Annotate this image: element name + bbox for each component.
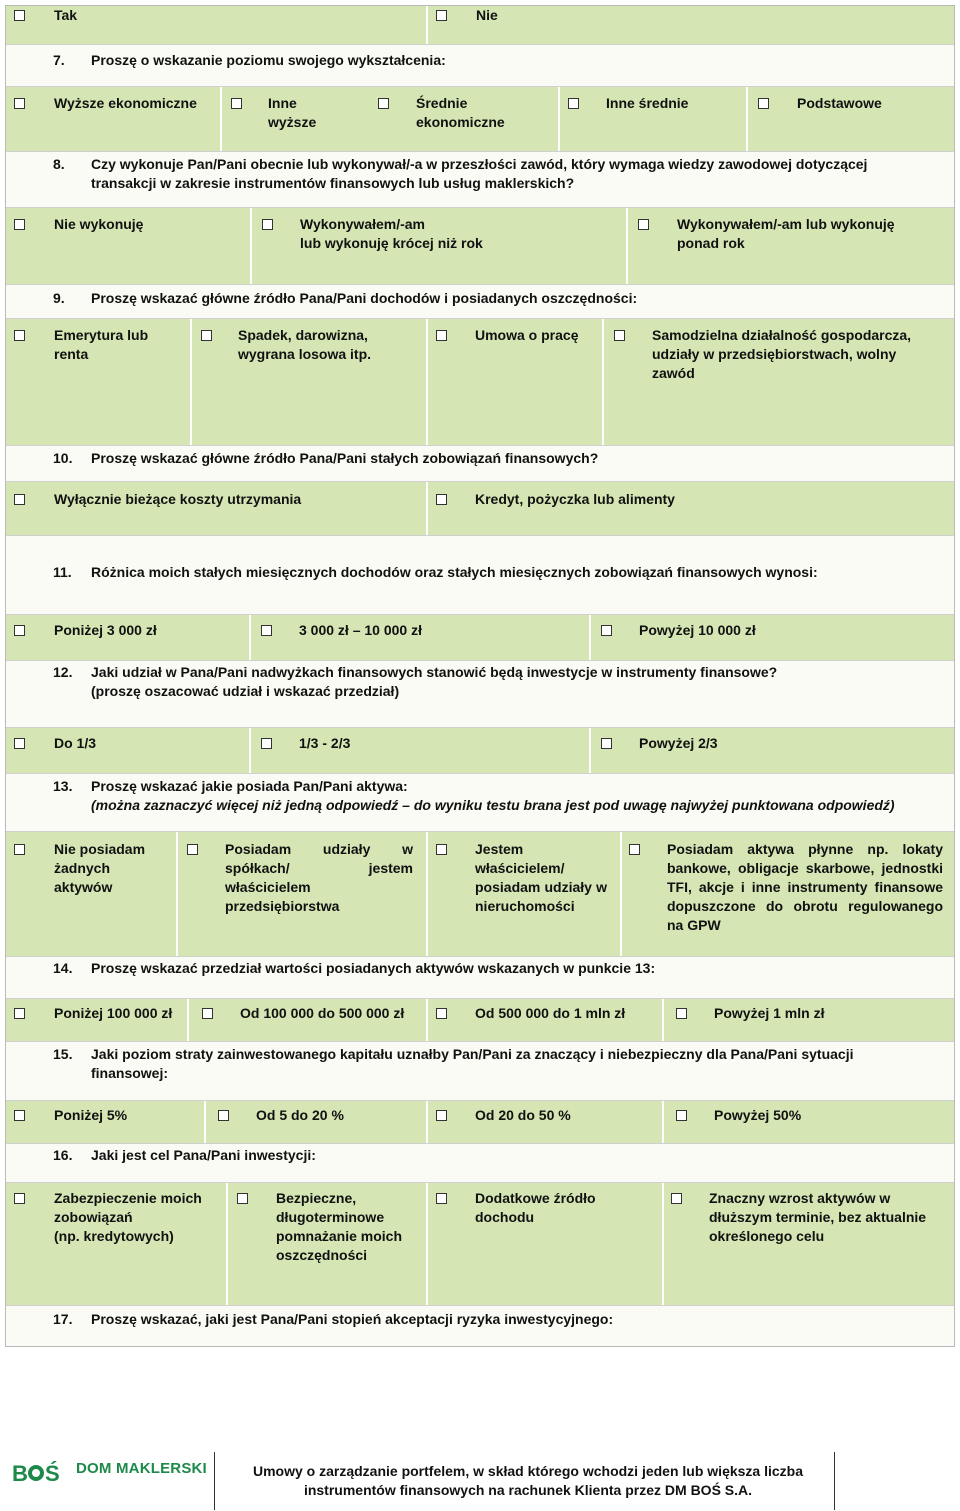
- option-cell: [6, 6, 428, 44]
- option-label: Wykonywałem/-am: [300, 216, 426, 232]
- question-number: 15.: [53, 1046, 73, 1062]
- option-third-to-two-thirds[interactable]: [261, 734, 350, 753]
- option-label: wygrana losowa itp.: [238, 346, 372, 362]
- option-cell: [192, 319, 428, 445]
- option-yes[interactable]: [14, 6, 77, 25]
- option-other-secondary[interactable]: [568, 94, 688, 113]
- option-5-20[interactable]: [218, 1106, 344, 1125]
- answer-row-13: [6, 832, 954, 956]
- option-cell: [228, 1183, 428, 1305]
- option-label: Inne średnie: [606, 95, 689, 111]
- option-significant-growth[interactable]: [671, 1189, 926, 1246]
- question-9: [6, 284, 954, 319]
- checkbox[interactable]: [261, 738, 272, 749]
- option-cell: [189, 999, 428, 1041]
- question-15: [6, 1041, 954, 1101]
- option-cell: [252, 208, 628, 284]
- footer-divider: [834, 1452, 835, 1510]
- option-label: Wyższe ekonomiczne: [54, 95, 197, 111]
- option-label: Wyłącznie bieżące koszty utrzymania: [54, 491, 302, 507]
- option-company-shares[interactable]: [187, 840, 413, 916]
- question-number: 13.: [53, 778, 73, 794]
- svg-text:B: B: [12, 1461, 28, 1486]
- question-14: [6, 956, 954, 999]
- option-cell: [428, 999, 664, 1041]
- option-label: renta: [54, 346, 89, 362]
- question-text-line: Jaki poziom straty zainwestowanego kapitału uznałby Pan/Pani za znaczący i niebezpieczny dla Pana/Pani sytuacji: [91, 1046, 854, 1062]
- option-cell: [664, 1101, 954, 1143]
- option-cell: [6, 615, 251, 660]
- checkbox[interactable]: [14, 625, 25, 636]
- option-no[interactable]: [436, 6, 498, 25]
- answer-row-8: [6, 208, 954, 284]
- option-above-50[interactable]: [676, 1106, 801, 1125]
- question-text: Różnica moich stałych miesięcznych dochodów oraz stałych miesięcznych zobowiązań finansowych wynosi:: [91, 564, 818, 580]
- option-20-50[interactable]: [436, 1106, 571, 1125]
- answer-row-14: [6, 999, 954, 1041]
- bos-logo-icon: [12, 1460, 60, 1486]
- checkbox[interactable]: [14, 98, 25, 109]
- question-text: Proszę wskazać główne źródło Pana/Pani dochodów i posiadanych oszczędności:: [91, 290, 638, 306]
- option-label: Od 100 000 do 500 000 zł: [240, 1005, 405, 1021]
- option-below-3000[interactable]: [14, 621, 157, 640]
- option-above-10000[interactable]: [601, 621, 756, 640]
- option-real-estate[interactable]: [436, 840, 607, 916]
- option-label: 1/3 - 2/3: [299, 735, 351, 751]
- checkbox[interactable]: [14, 494, 25, 505]
- question-text-line: (proszę oszacować udział i wskazać przedział): [91, 683, 400, 699]
- footer-text: [222, 1462, 834, 1500]
- question-text: Proszę wskazać główne źródło Pana/Pani stałych zobowiązań finansowych?: [91, 450, 599, 466]
- option-label: Średnie: [416, 95, 468, 111]
- checkbox[interactable]: [436, 844, 447, 855]
- option-living-costs[interactable]: [14, 490, 301, 509]
- option-label: Do 1/3: [54, 735, 97, 751]
- option-cell: [604, 319, 954, 445]
- option-cell: [428, 319, 604, 445]
- checkbox[interactable]: [638, 219, 649, 230]
- option-label: Poniżej 3 000 zł: [54, 622, 157, 638]
- option-cell: [748, 87, 954, 151]
- answer-row-10: [6, 482, 954, 535]
- option-label: Tak: [54, 7, 78, 23]
- option-above-1m[interactable]: [676, 1004, 824, 1023]
- option-label: Od 500 000 do 1 mln zł: [475, 1005, 626, 1021]
- checkbox[interactable]: [14, 219, 25, 230]
- option-label: Powyżej 1 mln zł: [714, 1005, 825, 1021]
- checkbox[interactable]: [436, 330, 447, 341]
- option-label: lub wykonuję krócej niż rok: [300, 235, 483, 251]
- option-cell: [591, 615, 954, 660]
- checkbox[interactable]: [14, 330, 25, 341]
- option-label: zawód: [652, 365, 695, 381]
- checkbox[interactable]: [568, 98, 579, 109]
- option-employment[interactable]: [436, 326, 578, 345]
- option-no-assets[interactable]: [14, 840, 154, 897]
- option-cell: [428, 1183, 664, 1305]
- question-text-line: Proszę wskazać jakie posiada Pan/Pani aktywa:: [91, 778, 408, 794]
- option-label: Od 5 do 20 %: [256, 1107, 344, 1123]
- question-text-line: Jaki udział w Pana/Pani nadwyżkach finansowych stanowić będą inwestycje w instrumenty finansowe?: [91, 664, 778, 680]
- checkbox[interactable]: [237, 1193, 248, 1204]
- option-cell: [428, 482, 954, 535]
- question-text: [91, 777, 931, 815]
- option-label: Inne wyższe: [268, 95, 317, 130]
- footer-divider: [214, 1452, 215, 1510]
- question-number: 12.: [53, 664, 73, 680]
- option-secondary-economic[interactable]: [378, 94, 505, 132]
- option-label: zobowiązań: [54, 1209, 133, 1225]
- question-11: [6, 535, 954, 615]
- option-label: Poniżej 5%: [54, 1107, 128, 1123]
- question-7: [6, 44, 954, 87]
- option-100k-500k[interactable]: [202, 1004, 404, 1023]
- question-number: 10.: [53, 450, 73, 466]
- checkbox[interactable]: [671, 1193, 682, 1204]
- option-cell: [622, 832, 954, 956]
- option-label: Powyżej 2/3: [639, 735, 718, 751]
- option-cell: [428, 832, 622, 956]
- question-13: [6, 773, 954, 832]
- checkbox[interactable]: [436, 1110, 447, 1121]
- option-label: Nie wykonuję: [54, 216, 144, 232]
- option-cell: [628, 208, 954, 284]
- answer-row-7: [6, 87, 954, 151]
- option-primary[interactable]: [758, 94, 882, 113]
- answer-row-12: [6, 728, 954, 773]
- checkbox[interactable]: [201, 330, 212, 341]
- option-cell: [6, 832, 178, 956]
- question-17: [6, 1305, 954, 1346]
- option-label: dłuższym terminie, bez aktualnie: [709, 1209, 927, 1225]
- question-number: 17.: [53, 1311, 73, 1327]
- option-500k-1m[interactable]: [436, 1004, 625, 1023]
- option-label: Dodatkowe źródło: [475, 1190, 596, 1206]
- option-label: Poniżej 100 000 zł: [54, 1005, 173, 1021]
- checkbox[interactable]: [436, 1193, 447, 1204]
- option-label: Kredyt, pożyczka lub alimenty: [475, 491, 675, 507]
- option-cell: [251, 728, 591, 773]
- answer-row-11: [6, 615, 954, 660]
- option-cell: [6, 482, 428, 535]
- question-text: Proszę wskazać, jaki jest Pana/Pani stopień akceptacji ryzyka inwestycyjnego:: [91, 1311, 614, 1327]
- option-label: dochodu: [475, 1209, 535, 1225]
- checkbox[interactable]: [436, 494, 447, 505]
- option-cell: [6, 319, 192, 445]
- checkbox[interactable]: [758, 98, 769, 109]
- checkbox[interactable]: [676, 1110, 687, 1121]
- option-label: Bezpieczne,: [276, 1190, 357, 1206]
- question-text-line: finansowej:: [91, 1065, 169, 1081]
- svg-text:Ś: Ś: [45, 1461, 60, 1486]
- option-inheritance[interactable]: [201, 326, 371, 364]
- option-label: pomnażanie moich: [276, 1228, 403, 1244]
- option-label: Jestem właścicielem/ posiadam udziały w nieruchomości: [475, 841, 607, 914]
- option-cell: [206, 1101, 428, 1143]
- option-secure-liabilities[interactable]: [14, 1189, 202, 1246]
- option-label: 3 000 zł – 10 000 zł: [299, 622, 422, 638]
- option-label: Posiadam aktywa płynne np. lokaty bankowe, obligacje skarbowe, jednostki TFI, akcje i inne instrumenty finansowe dopuszczone do obrotu regulowanego na GPW: [667, 841, 943, 933]
- option-liquid-assets[interactable]: [629, 840, 943, 935]
- answer-row-yes-no: [6, 6, 954, 44]
- question-text-line: Czy wykonuje Pan/Pani obecnie lub wykonywał/-a w przeszłości zawód, który wymaga wiedzy zawodowej dotyczącej: [91, 156, 868, 172]
- option-cell: [560, 87, 748, 151]
- option-label: Posiadam udziały w spółkach/ jestem właścicielem przedsiębiorstwa: [225, 841, 413, 914]
- checkbox[interactable]: [601, 738, 612, 749]
- option-label: Powyżej 50%: [714, 1107, 802, 1123]
- checkbox[interactable]: [14, 1110, 25, 1121]
- option-label: Od 20 do 50 %: [475, 1107, 571, 1123]
- checkbox[interactable]: [676, 1008, 687, 1019]
- question-note: (można zaznaczyć więcej niż jedną odpowiedź – do wyniku testu brana jest pod uwagę najwyżej punktowana odpowiedź): [91, 797, 895, 813]
- option-label: Zabezpieczenie moich: [54, 1190, 202, 1206]
- option-additional-income[interactable]: [436, 1189, 596, 1227]
- option-cell: [428, 6, 954, 44]
- option-up-to-third[interactable]: [14, 734, 96, 753]
- question-number: 11.: [53, 564, 72, 580]
- option-cell: [222, 87, 560, 151]
- option-higher-economic[interactable]: [14, 94, 197, 113]
- option-label: (np. kredytowych): [54, 1228, 174, 1244]
- option-cell: [6, 87, 317, 151]
- footer-line: Umowy o zarządzanie portfelem, w skład którego wchodzi jeden lub większa liczba: [252, 1463, 804, 1479]
- checkbox[interactable]: [202, 1008, 213, 1019]
- checkbox[interactable]: [14, 10, 25, 21]
- questionnaire-form: [5, 5, 955, 1347]
- checkbox[interactable]: [261, 625, 272, 636]
- checkbox[interactable]: [218, 1110, 229, 1121]
- question-text: Proszę o wskazanie poziomu swojego wykształcenia:: [91, 52, 446, 68]
- option-cell: [6, 1101, 206, 1143]
- option-label: Powyżej 10 000 zł: [639, 622, 756, 638]
- checkbox[interactable]: [614, 330, 625, 341]
- option-label: ekonomiczne: [416, 114, 505, 130]
- question-text: Proszę wskazać przedział wartości posiadanych aktywów wskazanych w punkcie 13:: [91, 960, 656, 976]
- checkbox[interactable]: [378, 98, 389, 109]
- option-label: Emerytura lub: [54, 327, 149, 343]
- checkbox[interactable]: [14, 1008, 25, 1019]
- option-label: Wykonywałem/-am lub wykonuję: [677, 216, 895, 232]
- option-below-100k[interactable]: [14, 1004, 172, 1023]
- option-label: Nie: [476, 7, 498, 23]
- checkbox[interactable]: [14, 844, 25, 855]
- option-cell: [251, 615, 591, 660]
- question-number: 7.: [53, 52, 65, 68]
- checkbox[interactable]: [436, 1008, 447, 1019]
- question-12: [6, 660, 954, 728]
- question-number: 8.: [53, 156, 65, 172]
- option-self-employed[interactable]: [614, 326, 911, 383]
- option-label: ponad rok: [677, 235, 745, 251]
- question-text: [91, 1045, 931, 1083]
- option-not-working[interactable]: [14, 215, 143, 234]
- option-cell: [6, 208, 252, 284]
- option-below-5[interactable]: [14, 1106, 127, 1125]
- option-safe-long-term[interactable]: [237, 1189, 402, 1265]
- option-cell: [6, 999, 189, 1041]
- checkbox[interactable]: [601, 625, 612, 636]
- option-3000-10000[interactable]: [261, 621, 422, 640]
- option-label: oszczędności: [276, 1247, 368, 1263]
- option-cell: [664, 999, 954, 1041]
- question-text: [91, 663, 931, 701]
- question-8: [6, 151, 954, 208]
- option-cell: [428, 1101, 664, 1143]
- question-number: 14.: [53, 960, 73, 976]
- question-10: [6, 445, 954, 482]
- checkbox[interactable]: [187, 844, 198, 855]
- option-cell: [664, 1183, 954, 1305]
- option-cell: [178, 832, 428, 956]
- checkbox[interactable]: [14, 1193, 25, 1204]
- checkbox[interactable]: [629, 844, 640, 855]
- checkbox[interactable]: [436, 10, 447, 21]
- question-text: Jaki jest cel Pana/Pani inwestycji:: [91, 1147, 316, 1163]
- brand-logo-text: DOM MAKLERSKI: [76, 1460, 207, 1477]
- question-text: [91, 155, 931, 193]
- option-less-than-year[interactable]: [262, 215, 483, 253]
- question-16: [6, 1143, 954, 1183]
- footer-line: instrumentów finansowych na rachunek Klienta przez DM BOŚ S.A.: [303, 1482, 753, 1498]
- answer-row-16: [6, 1183, 954, 1305]
- answer-row-15: [6, 1101, 954, 1143]
- option-cell: [6, 1183, 228, 1305]
- option-label: Samodzielna działalność gospodarcza,: [652, 327, 912, 343]
- option-label: Umowa o pracę: [475, 327, 579, 343]
- option-label: Podstawowe: [797, 95, 882, 111]
- checkbox[interactable]: [262, 219, 273, 230]
- answer-row-9: [6, 319, 954, 445]
- option-cell: [6, 728, 251, 773]
- option-more-than-year[interactable]: [638, 215, 895, 253]
- option-loan[interactable]: [436, 490, 675, 509]
- option-label: Nie posiadam żadnych aktywów: [54, 841, 146, 895]
- option-label: Znaczny wzrost aktywów w: [709, 1190, 891, 1206]
- option-label: długoterminowe: [276, 1209, 385, 1225]
- option-pension[interactable]: [14, 326, 148, 364]
- option-label: udziały w przedsiębiorstwach, wolny: [652, 346, 897, 362]
- question-text-line: transakcji w zakresie instrumentów finansowych lub usług maklerskich?: [91, 175, 575, 191]
- option-label: Spadek, darowizna,: [238, 327, 368, 343]
- option-above-two-thirds[interactable]: [601, 734, 718, 753]
- question-number: 16.: [53, 1147, 73, 1163]
- question-number: 9.: [53, 290, 65, 306]
- option-cell: [591, 728, 954, 773]
- checkbox[interactable]: [14, 738, 25, 749]
- option-label: określonego celu: [709, 1228, 825, 1244]
